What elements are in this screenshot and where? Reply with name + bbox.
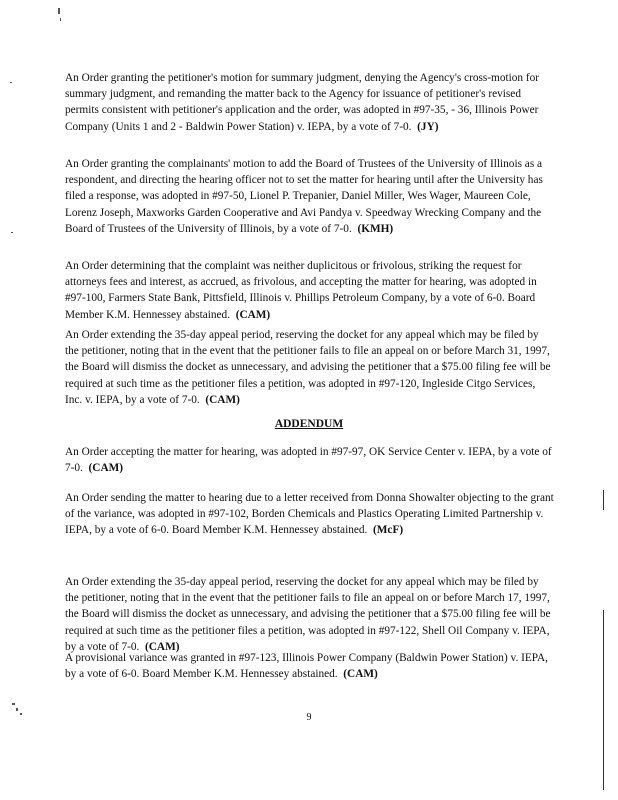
paragraph-text: An Order accepting the matter for hearing, was adopted in #97-97, OK Service Center v. IEPA, by a vote of 7-0. — [65, 446, 552, 475]
page-number: 9 — [306, 712, 312, 723]
scan-mark — [60, 18, 61, 21]
scan-edge-line — [603, 610, 604, 790]
paragraph-initials: (CAM) — [205, 393, 240, 406]
paragraph-text: A provisional variance was granted in #97-123, Illinois Power Company (Baldwin Power Station) v. IEPA, by a vote of 6-0. Board Member K.M. Hennessey abstained. — [65, 652, 548, 681]
order-paragraph — [65, 327, 555, 408]
order-paragraph — [65, 70, 555, 135]
order-paragraph — [65, 156, 555, 237]
paragraph-text: An Order extending the 35-day appeal period, reserving the docket for any appeal which may be filed by the petitioner, noting that in the event that the petitioner fails to file an appeal on or before March 17, 1997, the Board will dismiss the docket as unnecessary, and advising the petitioner that a $75.00 filing fee will be required at such time as the petitioner files a petition, was adopted in #97-122, Shell Oil Company v. IEPA, by a vote of 7-0. — [65, 576, 551, 653]
addendum-paragraph — [65, 490, 555, 539]
scan-mark — [12, 703, 15, 705]
addendum-heading: ADDENDUM — [274, 418, 344, 430]
order-paragraph — [65, 258, 555, 323]
paragraph-initials: (JY) — [417, 120, 439, 133]
paragraph-initials: (CAM) — [145, 640, 180, 653]
paragraph-initials: (McF) — [373, 524, 404, 537]
paragraph-initials: (CAM) — [235, 308, 271, 321]
scan-mark — [16, 708, 18, 711]
scan-mark — [10, 82, 12, 83]
paragraph-text: An Order granting the complainants' motion to add the Board of Trustees of the University of Illinois as a respondent, and directing the hearing officer not to set the matter for hearing until after the University has filed a response, was adopted in #97-50, Lionel P. Trepanier, Daniel Miller, Wes Wager, Maureen Cole, Lorenz Joseph, Maxworks Garden Cooperative and Avi Pandya v. Speedway Wrecking Company and the Board of Trustees of the University of Illinois, by a vote of 7-0. — [65, 158, 543, 235]
paragraph-initials: (CAM) — [88, 462, 124, 475]
paragraph-text: An Order granting the petitioner's motion for summary judgment, denying the Agency's cross-motion for summary judgment, and remanding the matter back to the Agency for issuance of petitioner's revised permits consistent with petitioner's application and the order, was adopted in #97-35, - 36, Illinois Power Company (Units 1 and 2 - Baldwin Power Station) v. IEPA, by a vote of 7-0. — [65, 72, 540, 133]
paragraph-initials: (KMH) — [357, 222, 394, 235]
addendum-paragraph — [65, 574, 555, 655]
addendum-paragraph — [65, 650, 555, 682]
paragraph-text: An Order sending the matter to hearing due to a letter received from Donna Showalter objecting to the grant of the variance, was adopted in #97-102, Borden Chemicals and Plastics Operating Limited Partnership v. IEPA, by a vote of 6-0. Board Member K.M. Hennessey abstained. — [65, 492, 554, 537]
paragraph-text: An Order determining that the complaint was neither duplicitous or frivolous, striking the request for attorneys fees and interest, as accrued, as frivolous, and accepting the matter for hearing, was adopted in #97-100, Farmers State Bank, Pittsfield, Illinois v. Phillips Petroleum Company, by a vote of 6-0. Board Member K.M. Hennessey abstained. — [65, 260, 537, 321]
scan-mark — [58, 8, 60, 14]
scan-edge-line — [603, 490, 604, 510]
addendum-paragraph — [65, 444, 555, 476]
scan-mark — [11, 232, 13, 233]
paragraph-text: An Order extending the 35-day appeal period, reserving the docket for any appeal which may be filed by the petitioner, noting that in the event that the petitioner fails to file an appeal on or before March 31, 1997, the Board will dismiss the docket as unnecessary, and advising the petitioner that a $75.00 filing fee will be required at such time as the petitioner files a petition, was adopted in #97-120, Ingleside Citgo Services, Inc. v. IEPA, by a vote of 7-0. — [65, 329, 551, 406]
paragraph-initials: (CAM) — [343, 668, 378, 681]
